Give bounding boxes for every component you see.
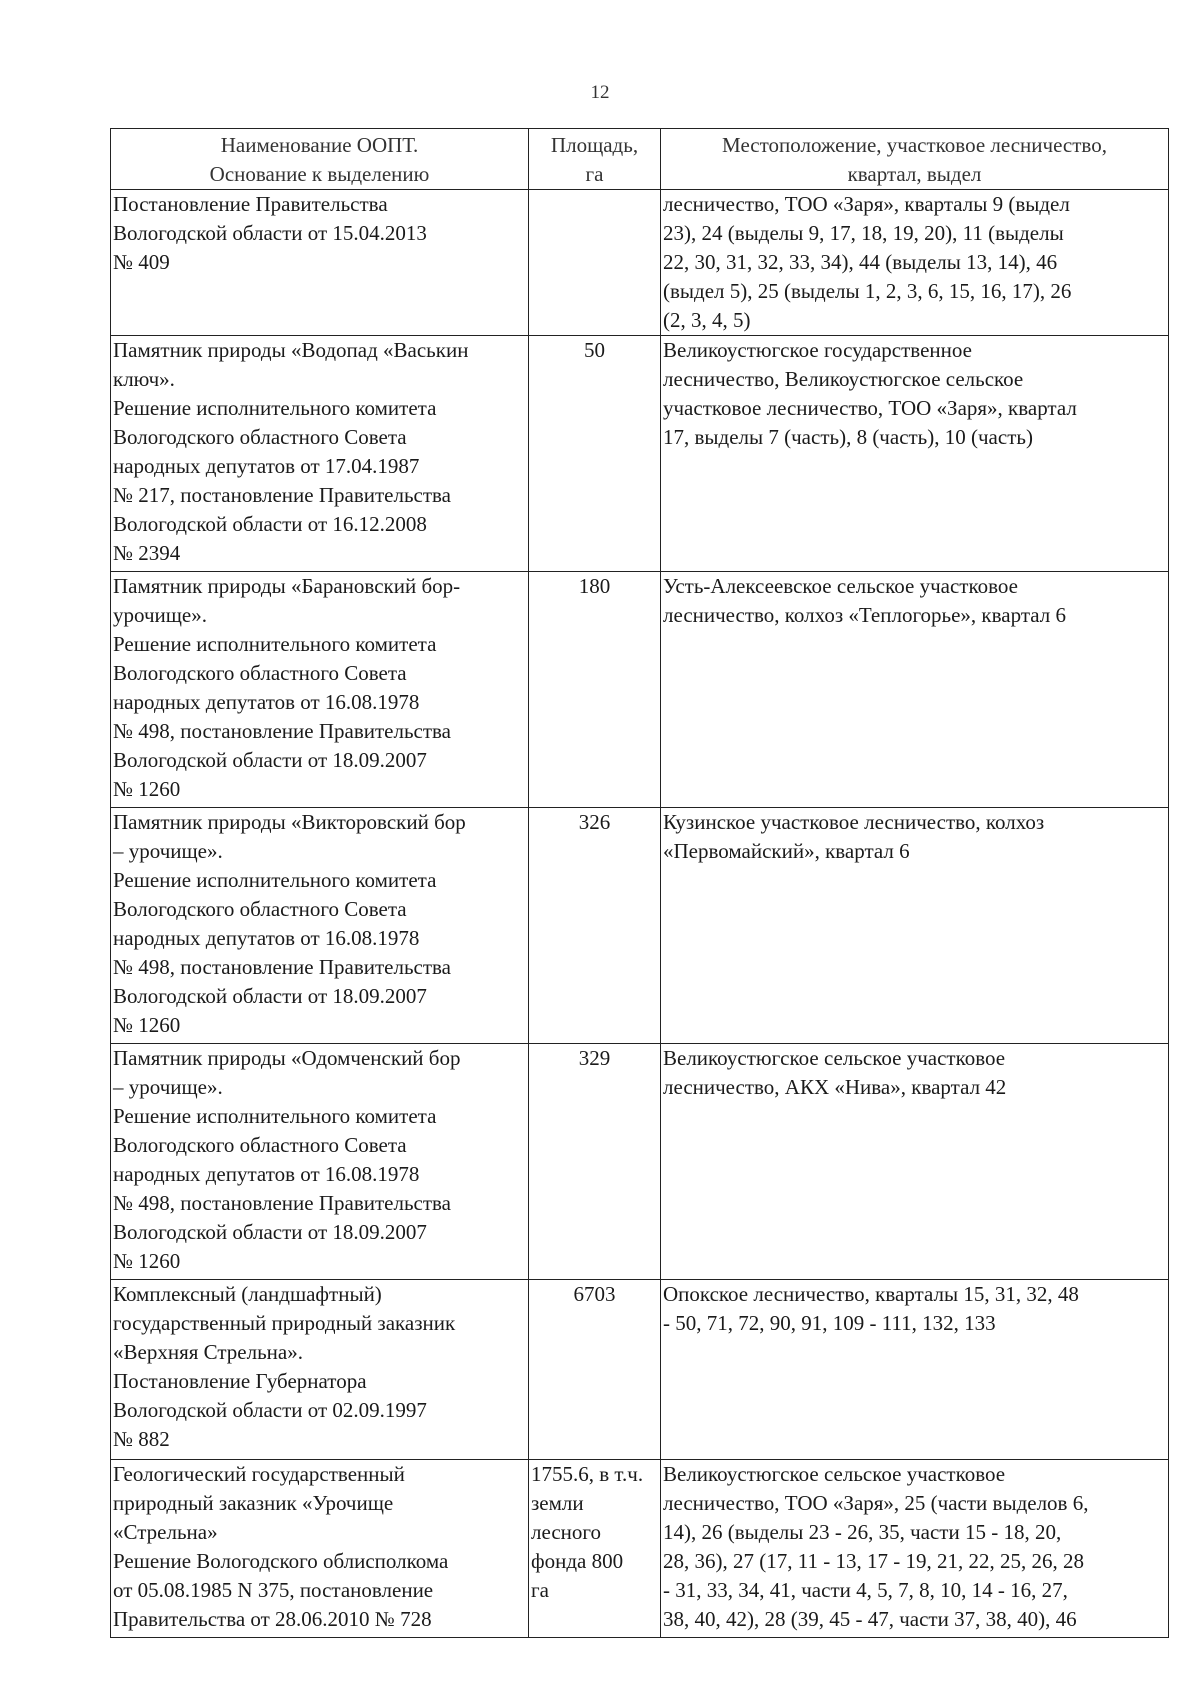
header-area: Площадь, га [529,129,661,190]
table-row [111,572,1169,808]
cell-area: 1755.6, в т.ч. земли лесного фонда 800 га [529,1460,661,1638]
header-location: Местоположение, участковое лесничество, квартал, выдел [661,129,1169,190]
cell-area [529,190,661,336]
table-row [111,1280,1169,1460]
table-row [111,190,1169,336]
cell-area: 326 [529,808,661,1044]
cell-name: Постановление Правительства Вологодской области от 15.04.2013 № 409 [111,190,529,336]
table-row [111,1460,1169,1638]
cell-location: Великоустюгское сельское участковое лесничество, АКХ «Нива», квартал 42 [661,1044,1169,1280]
cell-area: 6703 [529,1280,661,1460]
cell-area: 50 [529,336,661,572]
cell-location: Кузинское участковое лесничество, колхоз «Первомайский», квартал 6 [661,808,1169,1044]
cell-area: 180 [529,572,661,808]
cell-name: Памятник природы «Викторовский бор – урочище». Решение исполнительного комитета Вологодского областного Совета народных депутатов от 16.08.1978 № 498, постановление Правительства Вологодской области от 18.09.2007 № 1260 [111,808,529,1044]
header-name: Наименование ООПТ. Основание к выделению [111,129,529,190]
cell-name: Памятник природы «Водопад «Васькин ключ». Решение исполнительного комитета Вологодского областного Совета народных депутатов от 17.04.1987 № 217, постановление Правительства Вологодской области от 16.12.2008 № 2394 [111,336,529,572]
cell-name: Комплексный (ландшафтный) государственный природный заказник «Верхняя Стрельна». Постановление Губернатора Вологодской области от 02.09.1997 № 882 [111,1280,529,1460]
table-row [111,1044,1169,1280]
table-row [111,336,1169,572]
protected-areas-table [110,128,1169,1638]
cell-name: Геологический государственный природный заказник «Урочище «Стрельна» Решение Вологодского облисполкома от 05.08.1985 N 375, постановление Правительства от 28.06.2010 № 728 [111,1460,529,1638]
cell-name: Памятник природы «Барановский бор- урочище». Решение исполнительного комитета Вологодского областного Совета народных депутатов от 16.08.1978 № 498, постановление Правительства Вологодской области от 18.09.2007 № 1260 [111,572,529,808]
cell-location: Великоустюгское сельское участковое лесничество, ТОО «Заря», 25 (части выделов 6, 14), 26 (выделы 23 - 26, 35, части 15 - 18, 20, 28, 36), 27 (17, 11 - 13, 17 - 19, 21, 22, 25, 26, 28 - 31, 33, 34, 41, части 4, 5, 7, 8, 10, 14 - 16, 27, 38, 40, 42), 28 (39, 45 - 47, части 37, 38, 40), 46 [661,1460,1169,1638]
table-header-row [111,129,1169,190]
cell-name: Памятник природы «Одомченский бор – урочище». Решение исполнительного комитета Вологодского областного Совета народных депутатов от 16.08.1978 № 498, постановление Правительства Вологодской области от 18.09.2007 № 1260 [111,1044,529,1280]
cell-location: Опокское лесничество, кварталы 15, 31, 32, 48 - 50, 71, 72, 90, 91, 109 - 111, 132, 133 [661,1280,1169,1460]
page-number: 12 [590,82,610,103]
cell-location: лесничество, ТОО «Заря», кварталы 9 (выдел 23), 24 (выделы 9, 17, 18, 19, 20), 11 (выделы 22, 30, 31, 32, 33, 34), 44 (выделы 13, 14), 46 (выдел 5), 25 (выделы 1, 2, 3, 6, 15, 16, 17), 26 (2, 3, 4, 5) [661,190,1169,336]
table-row [111,808,1169,1044]
cell-area: 329 [529,1044,661,1280]
cell-location: Усть-Алексеевское сельское участковое лесничество, колхоз «Теплогорье», квартал 6 [661,572,1169,808]
cell-location: Великоустюгское государственное лесничество, Великоустюгское сельское участковое лесничество, ТОО «Заря», квартал 17, выделы 7 (часть), 8 (часть), 10 (часть) [661,336,1169,572]
